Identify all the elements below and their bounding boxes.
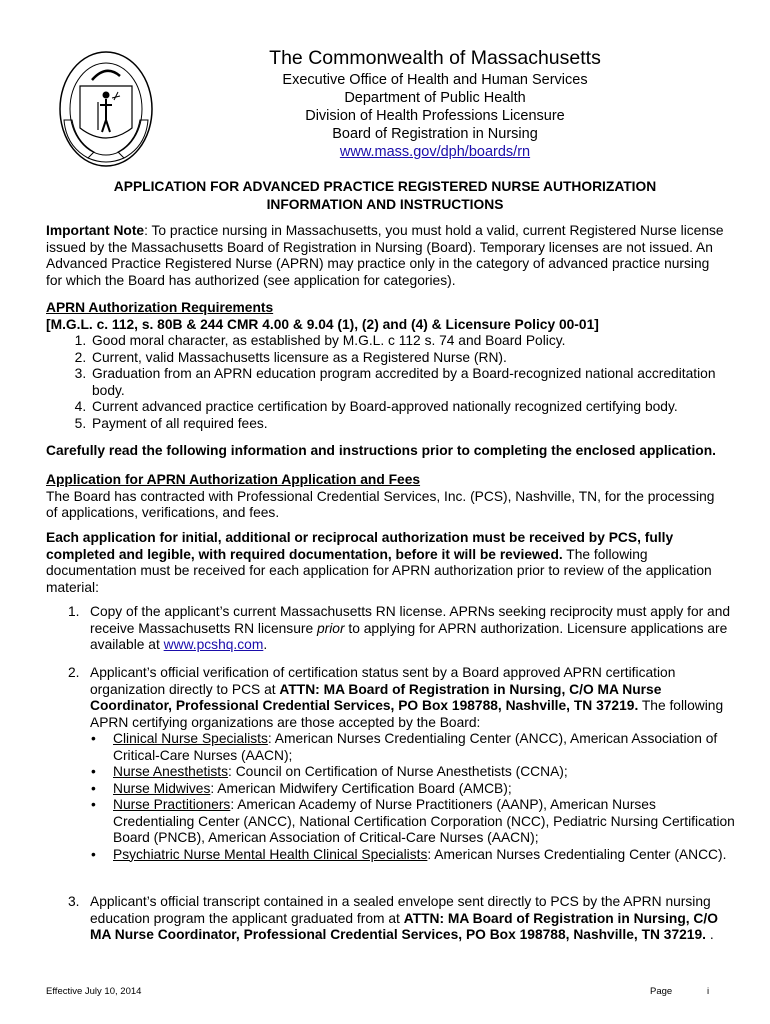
org-role: Nurse Anesthetists xyxy=(113,764,229,779)
page-label: Page xyxy=(650,986,673,997)
document-title xyxy=(60,178,710,214)
list-item: 3. Graduation from an APRN education program accredited by a Board-recognized national accreditation body. xyxy=(90,366,726,399)
pcshq-link[interactable]: www.pcshq.com xyxy=(163,637,264,652)
org-role: Nurse Midwives xyxy=(113,780,211,796)
fees-heading: Application for APRN Authorization Application and Fees xyxy=(46,472,421,487)
doc-item-1-text: Copy of the applicant’s current Massachusetts RN license. APRNs seeking reciprocity must apply for and receive Massachusetts RN licensure xyxy=(90,604,731,636)
doc-item-1-end: . xyxy=(263,637,268,652)
doc-item-number: 3. xyxy=(68,894,80,909)
doc-item-1-emphasis: prior xyxy=(316,620,345,636)
list-item: 2. Current, valid Massachusetts licensure as a Registered Nurse (RN). xyxy=(90,350,726,367)
certifying-orgs xyxy=(46,731,736,863)
header-line-dph: Department of Public Health xyxy=(344,90,526,106)
header-line-eohhs: Executive Office of Health and Human Services xyxy=(282,72,588,88)
doc-item-number: 2. xyxy=(68,665,80,680)
requirements-list xyxy=(46,333,726,432)
important-note xyxy=(46,223,726,289)
org-role: Clinical Nurse Specialists xyxy=(113,731,268,746)
title-line-1: APPLICATION FOR ADVANCED PRACTICE REGISTERED NURSE AUTHORIZATION xyxy=(113,179,657,194)
org-text: : American Academy of Nurse Practitioners (AANP), American Nurses Credentialing Center (ANCC), National Certification Corporation (NCC), Pediatric Nursing Certification Board (PNCB), American Association of Critical-Care Nurses (AACN); xyxy=(113,797,735,845)
list-item xyxy=(113,797,736,847)
list-item xyxy=(113,731,736,764)
org-text: : Council on Certification of Nurse Anesthetists (CCNA); xyxy=(228,764,568,779)
important-text: : To practice nursing in Massachusetts, you must hold a valid, current Registered Nurse license issued by the Massachusetts Board of Registration in Nursing (Board). Temporary licenses are not issued. An Advanced Practice Registered Nurse (APRN) may practice only in the category of advanced practice nursing for which the Board has authorized (see application for categories). xyxy=(46,223,724,288)
header-title: The Commonwealth of Massachusetts xyxy=(269,47,601,69)
fees-section xyxy=(46,472,726,522)
list-item: 4. Current advanced practice certification by Board-approved nationally recognized certifying body. xyxy=(90,399,726,416)
doc-item-2-text: Applicant’s official verification of certification status sent by a Board approved APRN certification organization directly to PCS at xyxy=(90,665,676,697)
doc-item-3-address: ATTN: MA Board of Registration in Nursing, C/O MA Nurse Coordinator, Professional Credential Services, PO Box 198788, Nashville, TN 37219. xyxy=(90,910,718,942)
requirements-citation: [M.G.L. c. 112, s. 80B & 244 CMR 4.00 & 9.04 (1), (2) and (4) & Licensure Policy 00-01] xyxy=(46,316,599,332)
org-role: Nurse Practitioners xyxy=(113,797,231,812)
requirements-heading: APRN Authorization Requirements xyxy=(46,300,274,315)
important-label: Important Note xyxy=(46,223,145,238)
org-text: : American Midwifery Certification Board (AMCB); xyxy=(210,780,512,796)
list-item: 1. Good moral character, as established by M.G.L. c 112 s. 74 and Board Policy. xyxy=(90,333,726,350)
header-line-board: Board of Registration in Nursing xyxy=(332,126,538,142)
doc-item-3-end: . xyxy=(706,927,714,942)
page-number: i xyxy=(707,986,710,997)
org-text: : American Nurses Credentialing Center (ANCC). xyxy=(427,846,727,862)
list-item xyxy=(113,781,736,798)
org-role: Psychiatric Nurse Mental Health Clinical Specialists xyxy=(113,846,428,862)
effective-date: Effective July 10, 2014 xyxy=(46,986,142,997)
title-line-2: INFORMATION AND INSTRUCTIONS xyxy=(266,197,504,212)
doc-item-1-mid: to applying for APRN authorization. Licensure applications are available at xyxy=(90,620,728,652)
fees-text: The Board has contracted with Professional Credential Services, Inc. (PCS), Nashville, TN, for the processing of applications, verifications, and fees. xyxy=(46,488,715,520)
each-application-rest: The following documentation must be received for each application for APRN authorization prior to review of the application material: xyxy=(46,546,712,595)
careful-note: Carefully read the following information and instructions prior to completing the enclosed application. xyxy=(46,443,716,458)
list-item xyxy=(113,847,736,864)
board-website-link[interactable]: www.mass.gov/dph/boards/rn xyxy=(339,144,531,160)
list-item: 5. Payment of all required fees. xyxy=(90,416,726,433)
massachusetts-seal xyxy=(58,50,154,168)
header-line-division: Division of Health Professions Licensure xyxy=(305,108,565,124)
requirements-section xyxy=(46,300,726,432)
list-item xyxy=(113,764,736,781)
each-application-note xyxy=(46,530,726,596)
each-application-bold: Each application for initial, additional or reciprocal authorization must be received by PCS, fully completed and legible, with required documentation, before it will be reviewed. xyxy=(46,530,674,562)
org-text: : American Nurses Credentialing Center (ANCC), American Association of Critical-Care Nurses (AACN); xyxy=(113,731,718,763)
doc-item-2-end: The following APRN certifying organizations are those accepted by the Board: xyxy=(90,698,724,730)
certifying-orgs-list xyxy=(46,731,736,863)
doc-item-number: 1. xyxy=(68,604,80,619)
doc-item-3-text: Applicant’s official transcript contained in a sealed envelope sent directly to PCS by the APRN nursing education program the applicant graduated from at xyxy=(90,894,711,926)
doc-item-2-address: ATTN: MA Board of Registration in Nursing, C/O MA Nurse Coordinator, Professional Credential Services, PO Box 198788, Nashville, TN 37219. xyxy=(90,681,662,713)
